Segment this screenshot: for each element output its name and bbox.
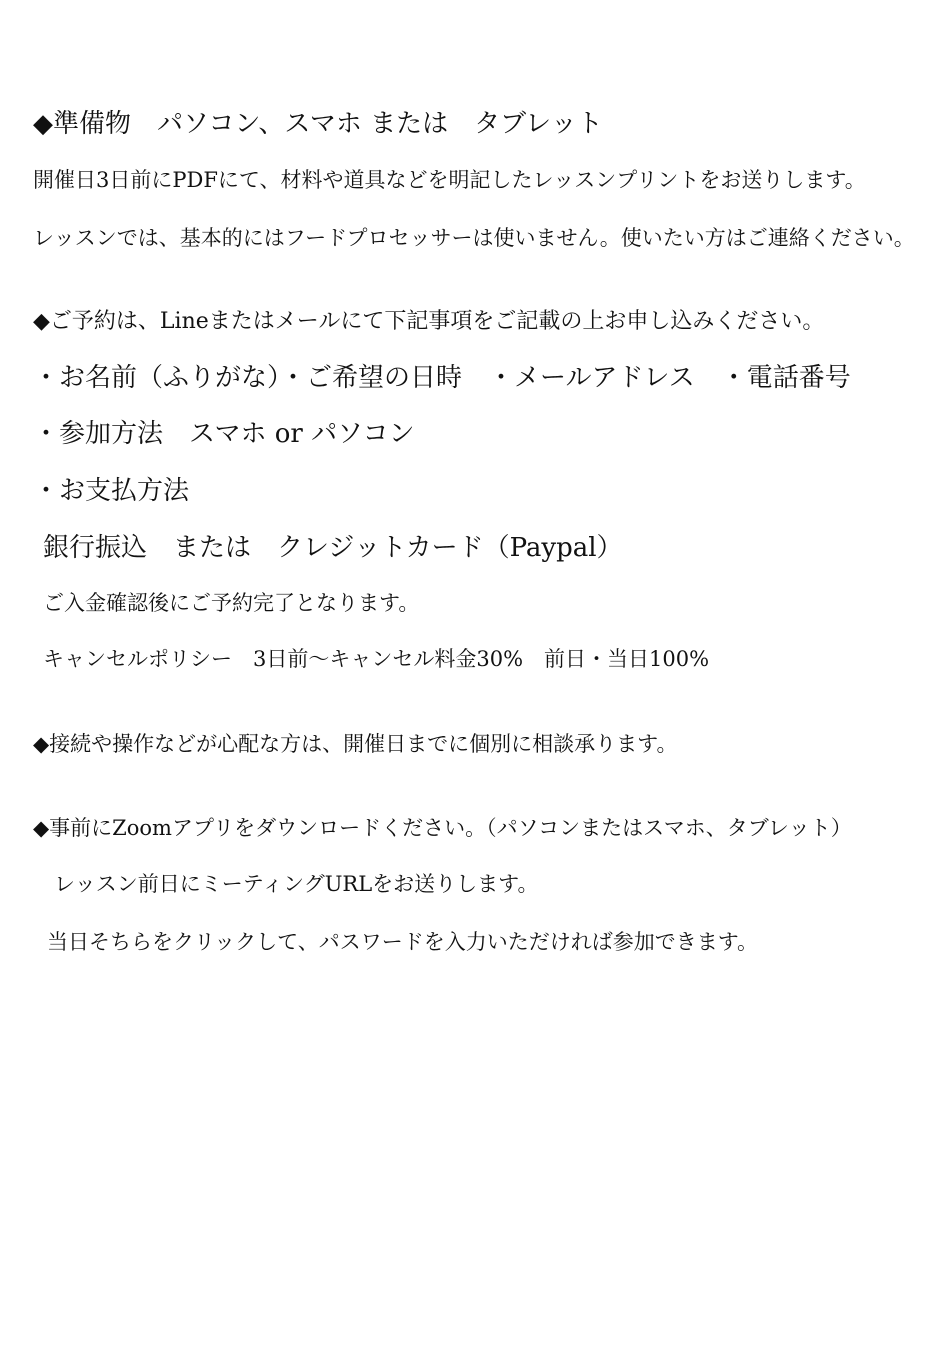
zoom-join-note: 当日そちらをクリックして、パスワードを入力いただければ参加できます。 xyxy=(47,930,759,954)
zoom-heading: ◆事前にZoomアプリをダウンロードください。（パソコンまたはスマホ、タブレット） xyxy=(33,816,852,840)
reservation-heading: ◆ご予約は、Lineまたはメールにて下記事項をご記載の上お申し込みください。 xyxy=(33,309,825,334)
reservation-item-payment: ・お支払方法 xyxy=(33,476,190,506)
items-line-food-processor: レッスンでは、基本的にはフードプロセッサーは使いません。使いたい方はご連絡ください。 xyxy=(33,226,915,250)
payment-methods: 銀行振込 または クレジットカード（Paypal） xyxy=(43,533,623,563)
items-line-prep-print: 開催日3日前にPDFにて、材料や道具などを明記したレッスンプリントをお送りします。 xyxy=(33,168,866,192)
support-heading: ◆接続や操作などが心配な方は、開催日までに個別に相談承ります。 xyxy=(33,732,678,756)
payment-note: ご入金確認後にご予約完了となります。 xyxy=(43,591,420,615)
zoom-url-note: レッスン前日にミーティングURLをお送りします。 xyxy=(54,872,539,896)
reservation-item-method: ・参加方法 スマホ or パソコン xyxy=(33,419,415,449)
items-heading: ◆準備物 パソコン、スマホ または タブレット xyxy=(33,109,603,139)
reservation-item-name-date: ・お名前（ふりがな）・ご希望の日時 ・メールアドレス ・電話番号 xyxy=(33,363,851,393)
cancel-policy: キャンセルポリシー 3日前～キャンセル料金30% 前日・当日100% xyxy=(43,647,710,671)
